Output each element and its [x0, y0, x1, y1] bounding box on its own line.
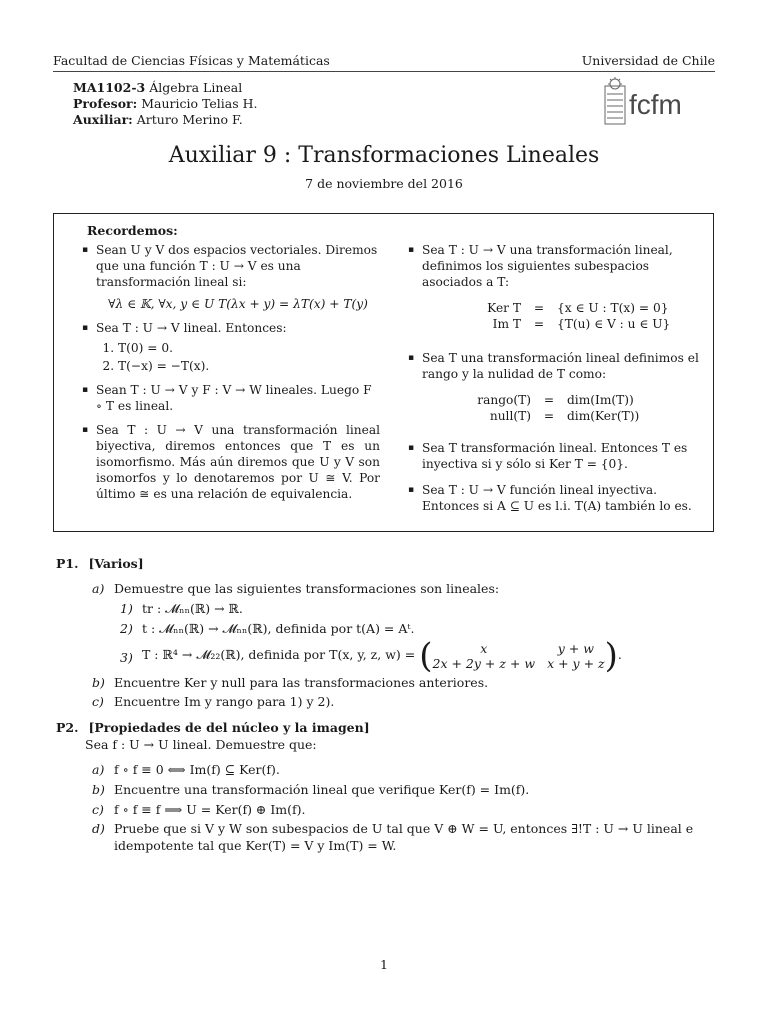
- summary-item: [82, 422, 380, 502]
- matrix-end: .: [617, 647, 622, 663]
- header-faculty: Facultad de Ciencias Físicas y Matemáticas: [53, 53, 330, 68]
- eq-right: dim(Im(T)): [567, 393, 634, 407]
- logo-text: fcfm: [629, 89, 682, 120]
- equation-row: [422, 316, 706, 332]
- page-title: Auxiliar 9 : Transformaciones Lineales: [168, 143, 600, 168]
- summary-item: [82, 382, 380, 414]
- item-number: 2): [120, 620, 133, 636]
- fcfm-logo-icon: [603, 76, 699, 128]
- part-text: f ∘ f ≡ 0 ⟺ Im(f) ⊆ Ker(f).: [114, 761, 280, 777]
- eq-right: {T(u) ∈ V : u ∈ U}: [557, 317, 671, 331]
- item-text: t : 𝓜ₙₙ(ℝ) → 𝓜ₙₙ(ℝ), definida por t(A) = Aᵗ.: [142, 620, 415, 636]
- rank-nullity-equations: [422, 392, 706, 424]
- matrix-entry: x: [480, 640, 488, 656]
- eq-sign: =: [533, 301, 545, 315]
- summary-text: ▪ Sea T : U → V una transformación lineal biyectiva, diremos entonces que T es un isomorfismo. Más aún diremos que U y V son isomorfos y lo denotaremos por U ≅ V. Por último ≅ es una relación de equivalencia.: [96, 423, 380, 501]
- part-label: c): [92, 801, 104, 817]
- eq-right: dim(Ker(T)): [567, 409, 640, 423]
- summary-item: [408, 440, 706, 472]
- summary-text: ▪ Sea T : U → V una transformación lineal, definimos los siguientes subespacios asociados a T:: [422, 243, 673, 289]
- page-number: 1: [380, 957, 388, 972]
- matrix-entry: x + y + z: [547, 655, 605, 671]
- assistant-label: Auxiliar:: [73, 112, 133, 127]
- problem-title: [Varios]: [88, 556, 144, 571]
- problem-1-body: [92, 581, 716, 711]
- matrix-entries: [433, 641, 605, 671]
- problem-part: [92, 762, 716, 779]
- problem-title: [Propiedades de del núcleo y la imagen]: [88, 720, 370, 735]
- header-university: Universidad de Chile: [581, 53, 715, 68]
- course-name: Álgebra Lineal: [145, 80, 243, 95]
- summary-text: ▪ Sea T una transformación lineal definimos el rango y la nulidad de T como:: [422, 351, 699, 381]
- problem-2-heading: [56, 720, 716, 737]
- transformations-list: [120, 600, 716, 676]
- right-paren: ): [604, 635, 618, 676]
- part-text: f ∘ f ≡ f ⟹ U = Ker(f) ⊕ Im(f).: [114, 801, 306, 817]
- summary-item: [82, 320, 380, 374]
- eq-sign: =: [533, 317, 545, 331]
- transformation-item: [120, 621, 716, 638]
- problem-1: [56, 556, 716, 714]
- eq-left: null(T): [489, 409, 531, 423]
- problem-2-body: [92, 762, 716, 855]
- matrix: [419, 635, 618, 676]
- part-text: Encuentre Im y rango para 1) y 2).: [114, 694, 335, 710]
- summary-heading: Recordemos:: [87, 223, 178, 238]
- part-text: Demuestre que las siguientes transformaciones son lineales:: [114, 580, 500, 596]
- left-paren: (: [419, 635, 433, 676]
- problem-part-a: [92, 580, 716, 676]
- part-text: Pruebe que si V y W son subespacios de U tal que V ⊕ W = U, entonces ∃!T : U → U lineal e idempotente tal que Ker(T) = V y Im(T) = W.: [114, 821, 694, 854]
- summary-item: [408, 242, 706, 332]
- course-info: [73, 80, 257, 128]
- summary-text: ▪ Sean U y V dos espacios vectoriales. Diremos que una función T : U → V es una transformación lineal si:: [96, 243, 378, 289]
- part-label: c): [92, 694, 104, 710]
- eq-left: Im T: [492, 317, 521, 331]
- part-label: a): [92, 761, 105, 777]
- document-date: 7 de noviembre del 2016: [305, 176, 463, 191]
- eq-left: rango(T): [477, 393, 531, 407]
- subspace-equations: [422, 300, 706, 332]
- eq-sign: =: [543, 409, 555, 423]
- problem-part: [92, 802, 716, 819]
- item-text: tr : 𝓜ₙₙ(ℝ) → ℝ.: [142, 600, 243, 616]
- summary-text: ▪ Sea T : U → V lineal. Entonces:: [96, 321, 287, 335]
- property-item: 2. T(−x) = −T(x).: [118, 358, 380, 374]
- equation-row: [422, 300, 706, 316]
- summary-text: ▪ Sea T transformación lineal. Entonces T es inyectiva si y sólo si Ker T = {0}.: [422, 441, 688, 471]
- eq-sign: =: [543, 393, 555, 407]
- problem-label: P1.: [56, 556, 79, 571]
- problem-1-heading: [56, 556, 716, 573]
- properties-list: [96, 340, 380, 374]
- summary-text: ▪ Sea T : U → V función lineal inyectiva. Entonces si A ⊆ U es l.i. T(A) también lo es.: [422, 483, 692, 513]
- summary-right-column: [408, 242, 706, 522]
- problem-part: [92, 821, 716, 855]
- summary-item: [82, 242, 380, 312]
- item-number: 1): [120, 600, 133, 616]
- assistant-line: [73, 112, 257, 128]
- problem-part-c: [92, 694, 716, 711]
- summary-text: ▪ Sean T : U → V y F : V → W lineales. Luego F ∘ T es lineal.: [96, 383, 372, 413]
- problem-label: P2.: [56, 720, 79, 735]
- header-rule: [53, 71, 715, 72]
- part-text: Encuentre una transformación lineal que verifique Ker(f) = Im(f).: [114, 781, 530, 797]
- equation-row: [422, 392, 706, 408]
- matrix-entry: 2x + 2y + z + w: [432, 655, 536, 671]
- part-label: d): [92, 821, 105, 837]
- professor-line: [73, 96, 257, 112]
- problem-2: [56, 720, 716, 858]
- property-item: 1. T(0) = 0.: [118, 340, 380, 356]
- professor-name: Mauricio Telias H.: [137, 96, 258, 111]
- summary-item: [408, 482, 706, 514]
- item-text: T : ℝ⁴ → 𝓜₂₂(ℝ), definida por T(x, y, z, w) =: [142, 647, 416, 663]
- fcfm-logo: [603, 76, 699, 128]
- problem-part: [92, 782, 716, 799]
- part-label: b): [92, 781, 105, 797]
- eq-left: Ker T: [487, 301, 521, 315]
- equation-row: [422, 408, 706, 424]
- professor-label: Profesor:: [73, 96, 138, 111]
- problem-part-b: [92, 675, 716, 692]
- part-text: Encuentre Ker y null para las transformaciones anteriores.: [114, 674, 489, 690]
- summary-left-column: [82, 242, 380, 510]
- transformation-item: [120, 635, 716, 676]
- transformation-item: [120, 601, 716, 618]
- matrix-entry: y + w: [557, 640, 594, 656]
- eq-right: {x ∈ U : T(x) = 0}: [557, 301, 669, 315]
- summary-item: [408, 350, 706, 424]
- part-label: b): [92, 674, 105, 690]
- assistant-name: Arturo Merino F.: [132, 112, 243, 127]
- linearity-equation: ∀λ ∈ 𝕂, ∀x, y ∈ U T(λx + y) = λT(x) + T(y): [108, 297, 368, 311]
- problem-intro: Sea f : U → U lineal. Demuestre que:: [85, 736, 317, 752]
- course-line: [73, 80, 257, 96]
- course-code: MA1102-3: [73, 80, 146, 95]
- part-label: a): [92, 580, 105, 596]
- item-number: 3): [120, 649, 133, 665]
